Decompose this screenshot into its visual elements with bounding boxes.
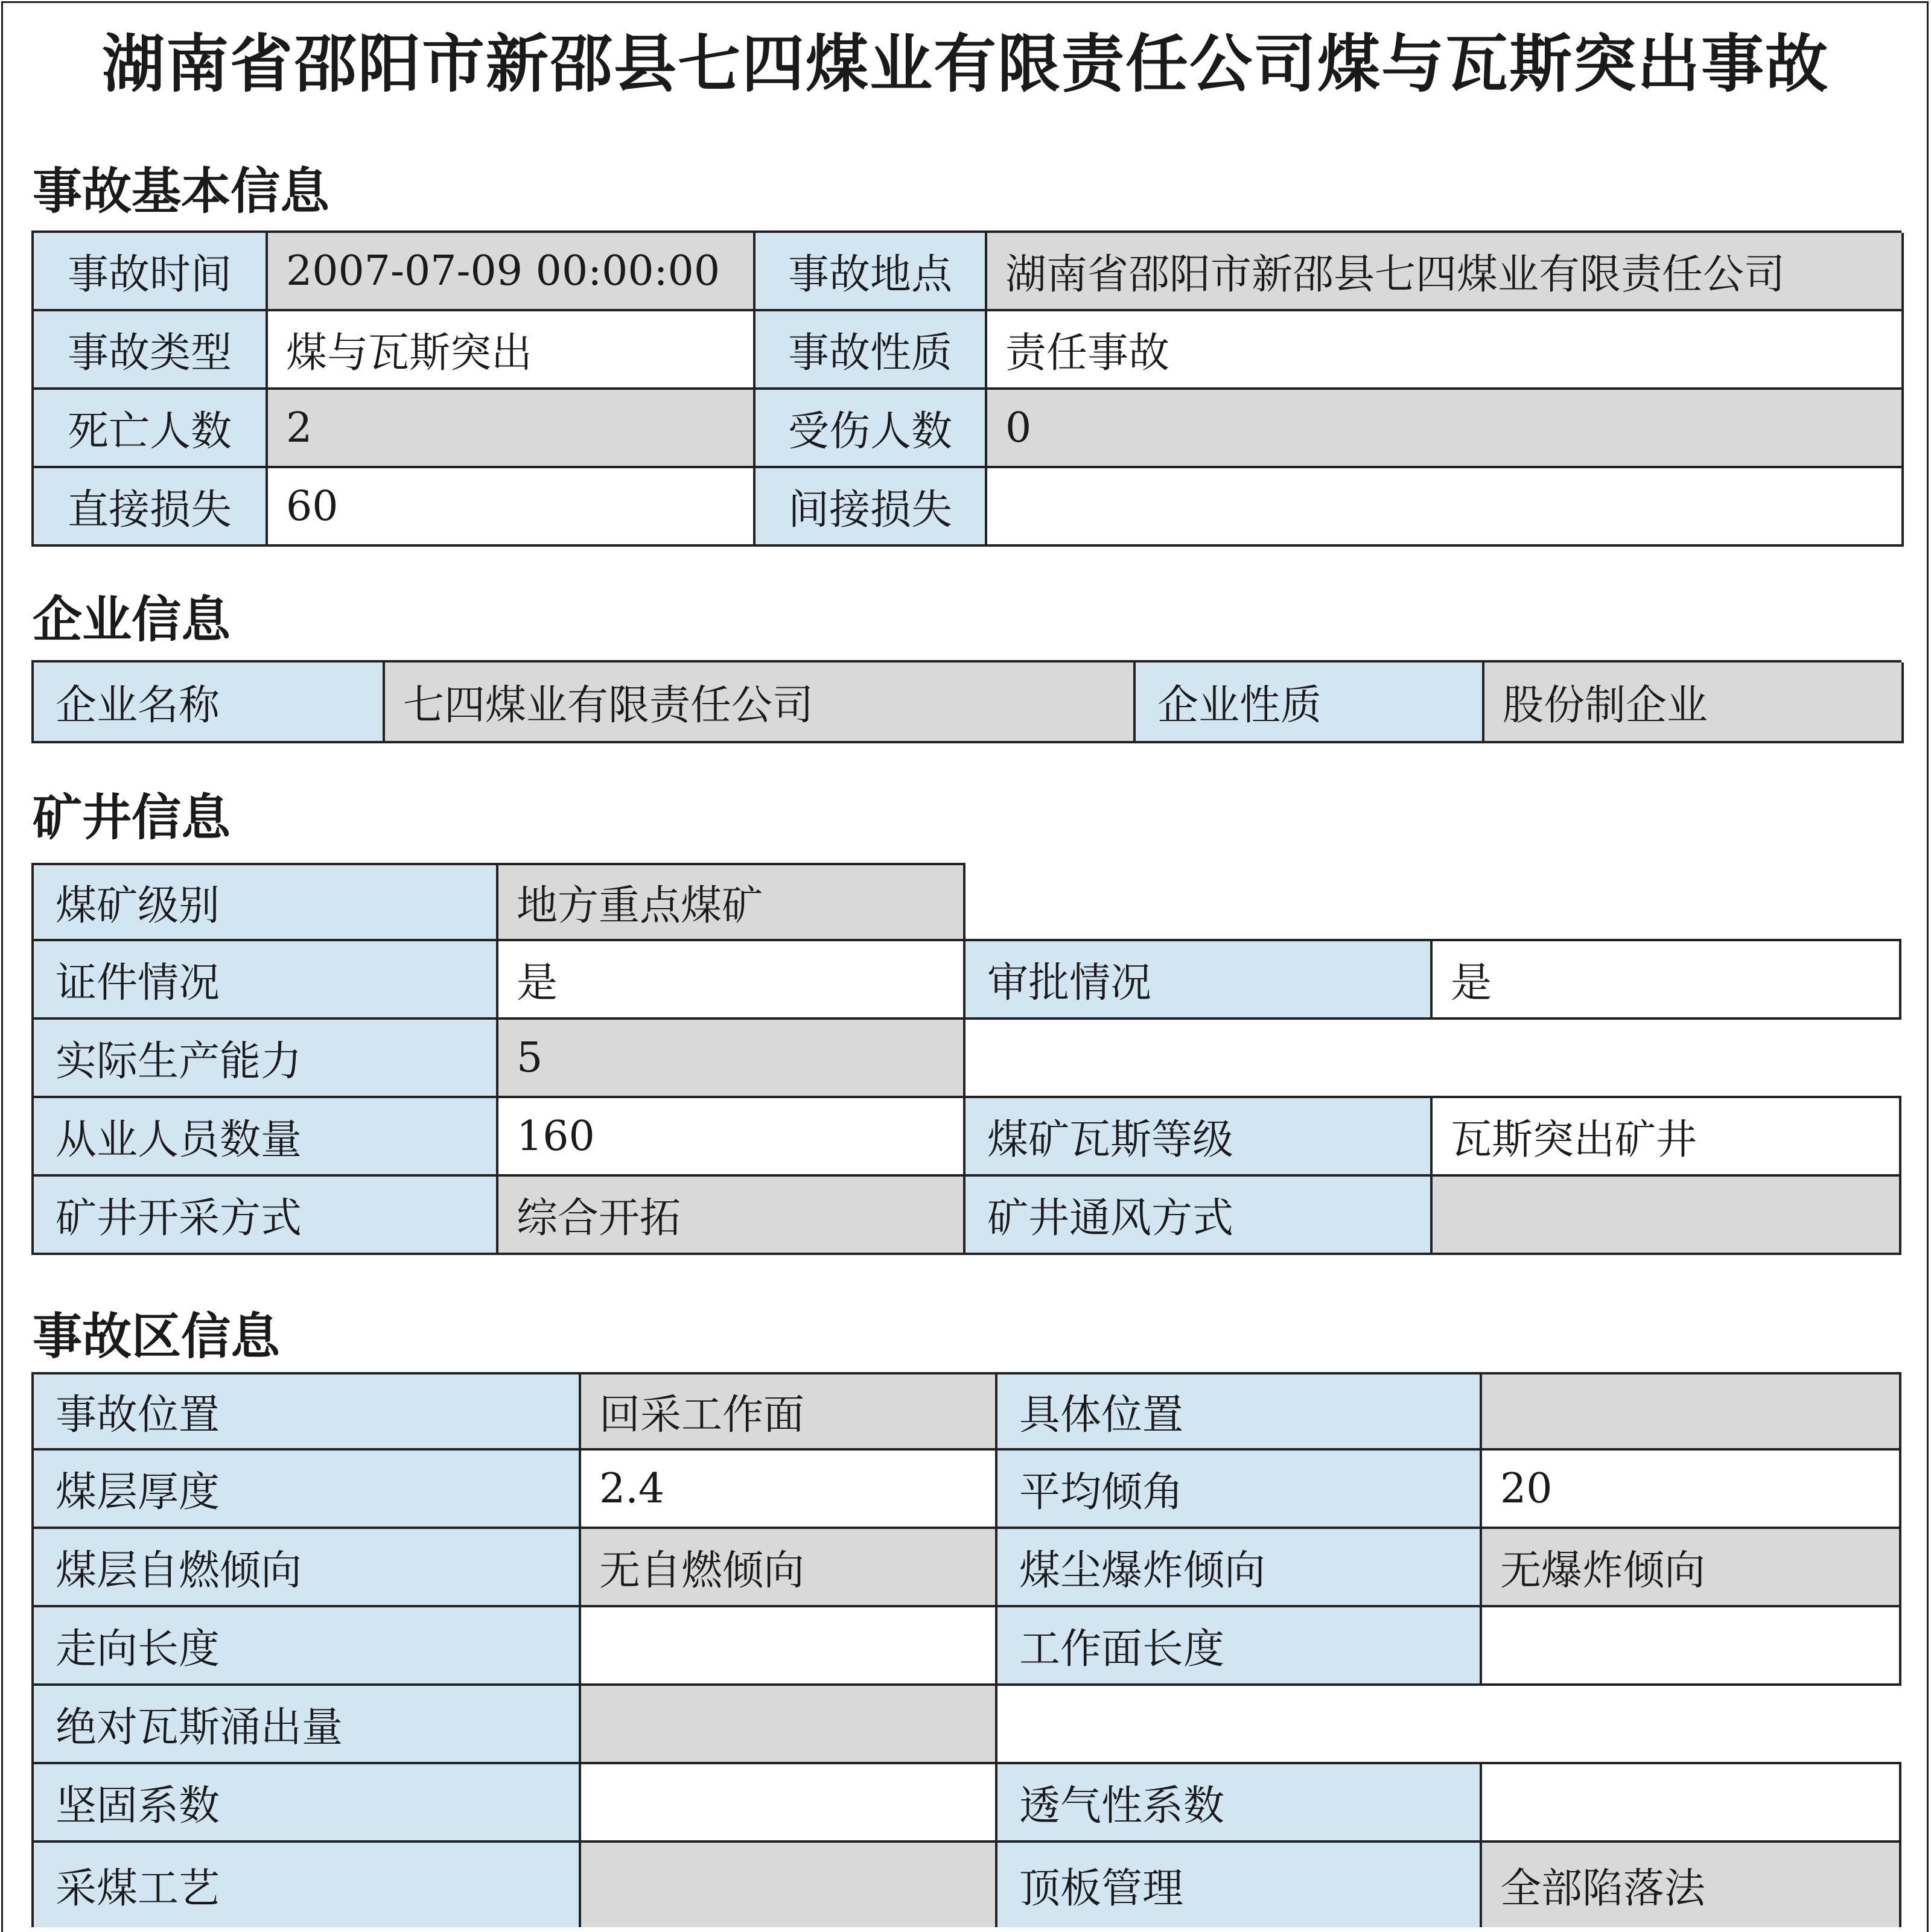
zone-row5-empty	[997, 1686, 1901, 1764]
seam-thickness-value: 2.4	[581, 1451, 997, 1529]
injured-value: 0	[987, 390, 1904, 468]
firmness-value	[581, 1764, 997, 1843]
mine-info-table	[31, 863, 1901, 1255]
zone-info-table	[31, 1372, 1901, 1927]
avg-dip-value: 20	[1482, 1451, 1901, 1529]
company-name-value: 七四煤业有限责任公司	[385, 663, 1136, 743]
zone-position-label: 事故位置	[31, 1372, 581, 1451]
specific-position-label: 具体位置	[997, 1372, 1482, 1451]
mining-method-value: 综合开拓	[498, 1177, 965, 1255]
section-title-company: 企业信息	[33, 591, 231, 649]
gas-level-value: 瓦斯突出矿井	[1433, 1098, 1901, 1177]
roof-management-label: 顶板管理	[997, 1843, 1482, 1927]
accident-time-value: 2007-07-09 00:00:00	[268, 233, 756, 311]
mine-row1-empty	[965, 863, 1901, 941]
company-nature-value: 股份制企业	[1484, 663, 1904, 743]
company-info-table	[31, 660, 1901, 743]
dust-explosion-label: 煤尘爆炸倾向	[997, 1529, 1482, 1607]
strike-length-value	[581, 1607, 997, 1686]
direct-loss-value: 60	[268, 468, 756, 547]
accident-nature-label: 事故性质	[756, 311, 987, 390]
roof-management-value: 全部陷落法	[1482, 1843, 1901, 1927]
deaths-value: 2	[268, 390, 756, 468]
injured-label: 受伤人数	[756, 390, 987, 468]
spontaneous-combustion-value: 无自燃倾向	[581, 1529, 997, 1607]
company-name-label: 企业名称	[34, 663, 385, 743]
strike-length-label: 走向长度	[31, 1607, 581, 1686]
gas-level-label: 煤矿瓦斯等级	[965, 1098, 1433, 1177]
approval-value: 是	[1433, 941, 1901, 1020]
license-value: 是	[498, 941, 965, 1020]
absolute-gas-label: 绝对瓦斯涌出量	[31, 1686, 581, 1764]
ventilation-label: 矿井通风方式	[965, 1177, 1433, 1255]
accident-type-label: 事故类型	[34, 311, 268, 390]
permeability-label: 透气性系数	[997, 1764, 1482, 1843]
accident-location-label: 事故地点	[756, 233, 987, 311]
permeability-value	[1482, 1764, 1901, 1843]
accident-nature-value: 责任事故	[987, 311, 1904, 390]
mine-row3-empty	[965, 1020, 1901, 1098]
capacity-value: 5	[498, 1020, 965, 1098]
deaths-label: 死亡人数	[34, 390, 268, 468]
zone-position-value: 回采工作面	[581, 1372, 997, 1451]
approval-label: 审批情况	[965, 941, 1433, 1020]
seam-thickness-label: 煤层厚度	[31, 1451, 581, 1529]
spontaneous-combustion-label: 煤层自燃倾向	[31, 1529, 581, 1607]
firmness-label: 坚固系数	[31, 1764, 581, 1843]
page-title: 湖南省邵阳市新邵县七四煤业有限责任公司煤与瓦斯突出事故	[101, 27, 1829, 101]
capacity-label: 实际生产能力	[31, 1020, 498, 1098]
avg-dip-label: 平均倾角	[997, 1451, 1482, 1529]
company-nature-label: 企业性质	[1136, 663, 1484, 743]
direct-loss-label: 直接损失	[34, 468, 268, 547]
specific-position-value	[1482, 1372, 1901, 1451]
accident-type-value: 煤与瓦斯突出	[268, 311, 756, 390]
dust-explosion-value: 无爆炸倾向	[1482, 1529, 1901, 1607]
mining-craft-value	[581, 1843, 997, 1927]
face-length-value	[1482, 1607, 1901, 1686]
mine-level-value: 地方重点煤矿	[498, 863, 965, 941]
basic-info-table	[31, 230, 1901, 547]
accident-time-label: 事故时间	[34, 233, 268, 311]
section-title-mine: 矿井信息	[33, 789, 231, 847]
mining-method-label: 矿井开采方式	[31, 1177, 498, 1255]
face-length-label: 工作面长度	[997, 1607, 1482, 1686]
indirect-loss-value	[987, 468, 1904, 547]
staff-value: 160	[498, 1098, 965, 1177]
mine-level-label: 煤矿级别	[31, 863, 498, 941]
accident-location-value: 湖南省邵阳市新邵县七四煤业有限责任公司	[987, 233, 1904, 311]
mining-craft-label: 采煤工艺	[31, 1843, 581, 1927]
ventilation-value	[1433, 1177, 1901, 1255]
section-title-zone: 事故区信息	[33, 1308, 281, 1365]
absolute-gas-value	[581, 1686, 997, 1764]
staff-label: 从业人员数量	[31, 1098, 498, 1177]
license-label: 证件情况	[31, 941, 498, 1020]
indirect-loss-label: 间接损失	[756, 468, 987, 547]
section-title-basic: 事故基本信息	[33, 163, 330, 220]
